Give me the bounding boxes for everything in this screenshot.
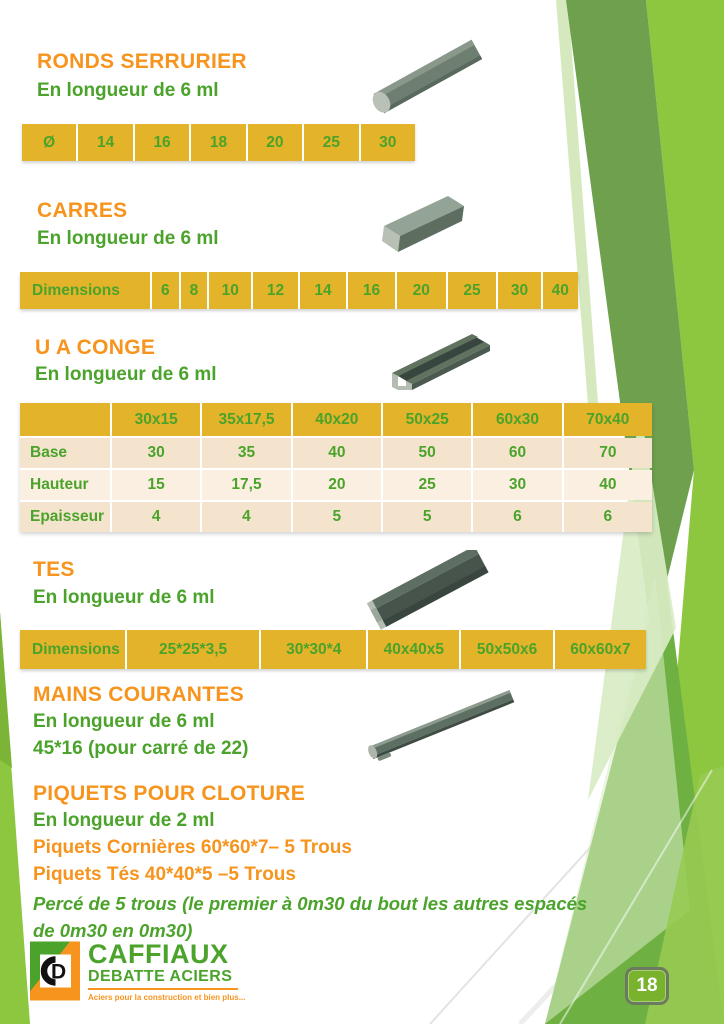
svg-text:D: D	[51, 960, 67, 984]
logo-divider	[88, 988, 238, 990]
section-title-mains-courantes: MAINS COURANTES	[33, 683, 245, 706]
table-cell: 6	[152, 272, 179, 309]
section-subtitle-tes: En longueur de 6 ml	[33, 587, 215, 608]
table-cell: 60	[473, 438, 561, 468]
table-cell: 40	[564, 470, 652, 500]
table-cell: 16	[348, 272, 395, 309]
table-cell: 6	[473, 502, 561, 532]
mains-courantes-line2: 45*16 (pour carré de 22)	[33, 738, 249, 759]
section-subtitle-u-a-conge: En longueur de 6 ml	[35, 364, 217, 385]
table-row	[20, 470, 652, 500]
table-cell: 6	[564, 502, 652, 532]
piquets-note: Percé de 5 trous (le premier à 0m30 du bout les autres espacés de 0m30 en 0m30)	[33, 893, 588, 941]
table-cell: 25	[448, 272, 497, 309]
tes-table	[20, 630, 646, 669]
table-cell: 20	[397, 272, 446, 309]
logo-company-name: CAFFIAUX	[88, 939, 229, 969]
table-row	[20, 438, 652, 468]
table-cell: 50x50x6	[461, 630, 552, 669]
table-cell: 4	[112, 502, 200, 532]
table-cell: 25*25*3,5	[127, 630, 259, 669]
table-cell: 5	[383, 502, 471, 532]
piquets-line1: En longueur de 2 ml	[33, 810, 215, 831]
table-cell: Dimensions	[20, 630, 125, 669]
table-cell: 4	[202, 502, 290, 532]
table-cell: Ø	[22, 124, 76, 161]
section-title-ronds-serrurier: RONDS SERRURIER	[37, 50, 247, 73]
u-a-conge-table	[20, 403, 652, 532]
table-cell: 30*30*4	[261, 630, 366, 669]
section-title-u-a-conge: U A CONGE	[35, 336, 156, 359]
table-cell: 50	[383, 438, 471, 468]
table-cell: 15	[112, 470, 200, 500]
table-cell: 40	[293, 438, 381, 468]
table-cell: 35	[202, 438, 290, 468]
piquets-line2: Piquets Cornières 60*60*7– 5 Trous	[33, 837, 352, 858]
table-header: 50x25	[383, 403, 471, 436]
table-cell: 8	[181, 272, 208, 309]
logo-company-subname: DEBATTE ACIERS	[88, 968, 233, 985]
table-cell: 20	[248, 124, 302, 161]
round-steel-bar-image	[368, 33, 486, 121]
table-cell: 40x40x5	[368, 630, 459, 669]
page-number-badge: 18	[625, 967, 669, 1005]
table-cell: 12	[253, 272, 297, 309]
section-title-piquets: PIQUETS POUR CLOTURE	[33, 782, 306, 805]
table-row	[20, 502, 652, 532]
table-cell: 18	[191, 124, 245, 161]
table-header	[20, 403, 110, 436]
table-cell: 17,5	[202, 470, 290, 500]
table-cell: 30	[112, 438, 200, 468]
section-subtitle-carres: En longueur de 6 ml	[37, 228, 219, 249]
table-cell: 10	[209, 272, 251, 309]
company-logo	[30, 941, 245, 1002]
table-header: 70x40	[564, 403, 652, 436]
logo-tagline: Aciers pour la construction et bien plus...	[88, 993, 246, 1002]
table-cell: 25	[383, 470, 471, 500]
table-cell: 14	[300, 272, 347, 309]
section-title-carres: CARRES	[37, 199, 128, 222]
table-cell: 30	[473, 470, 561, 500]
table-cell: Dimensions	[20, 272, 150, 309]
section-subtitle-ronds: En longueur de 6 ml	[37, 80, 219, 101]
mains-courantes-line1: En longueur de 6 ml	[33, 711, 215, 732]
table-cell: 30	[361, 124, 415, 161]
section-title-tes: TES	[33, 558, 75, 581]
u-channel-image	[378, 326, 496, 398]
table-cell: 5	[293, 502, 381, 532]
table-cell: 25	[304, 124, 358, 161]
table-cell: 30	[498, 272, 540, 309]
row-label: Base	[20, 438, 110, 468]
piquets-line3: Piquets Tés 40*40*5 –5 Trous	[33, 864, 296, 885]
table-cell: 40	[543, 272, 578, 309]
tee-steel-bar-image	[366, 550, 494, 630]
table-cell: 14	[78, 124, 132, 161]
table-cell: 16	[135, 124, 189, 161]
table-cell: 20	[293, 470, 381, 500]
row-label: Hauteur	[20, 470, 110, 500]
table-header: 30x15	[112, 403, 200, 436]
table-header: 60x30	[473, 403, 561, 436]
square-steel-bar-image	[372, 190, 474, 260]
ronds-table	[22, 124, 415, 161]
row-label: Epaisseur	[20, 502, 110, 532]
handrail-image	[360, 686, 525, 766]
table-header: 35x17,5	[202, 403, 290, 436]
table-cell: 70	[564, 438, 652, 468]
table-header: 40x20	[293, 403, 381, 436]
table-cell: 60x60x7	[555, 630, 646, 669]
logo-mark-icon	[30, 941, 80, 1001]
carres-table	[20, 272, 578, 309]
